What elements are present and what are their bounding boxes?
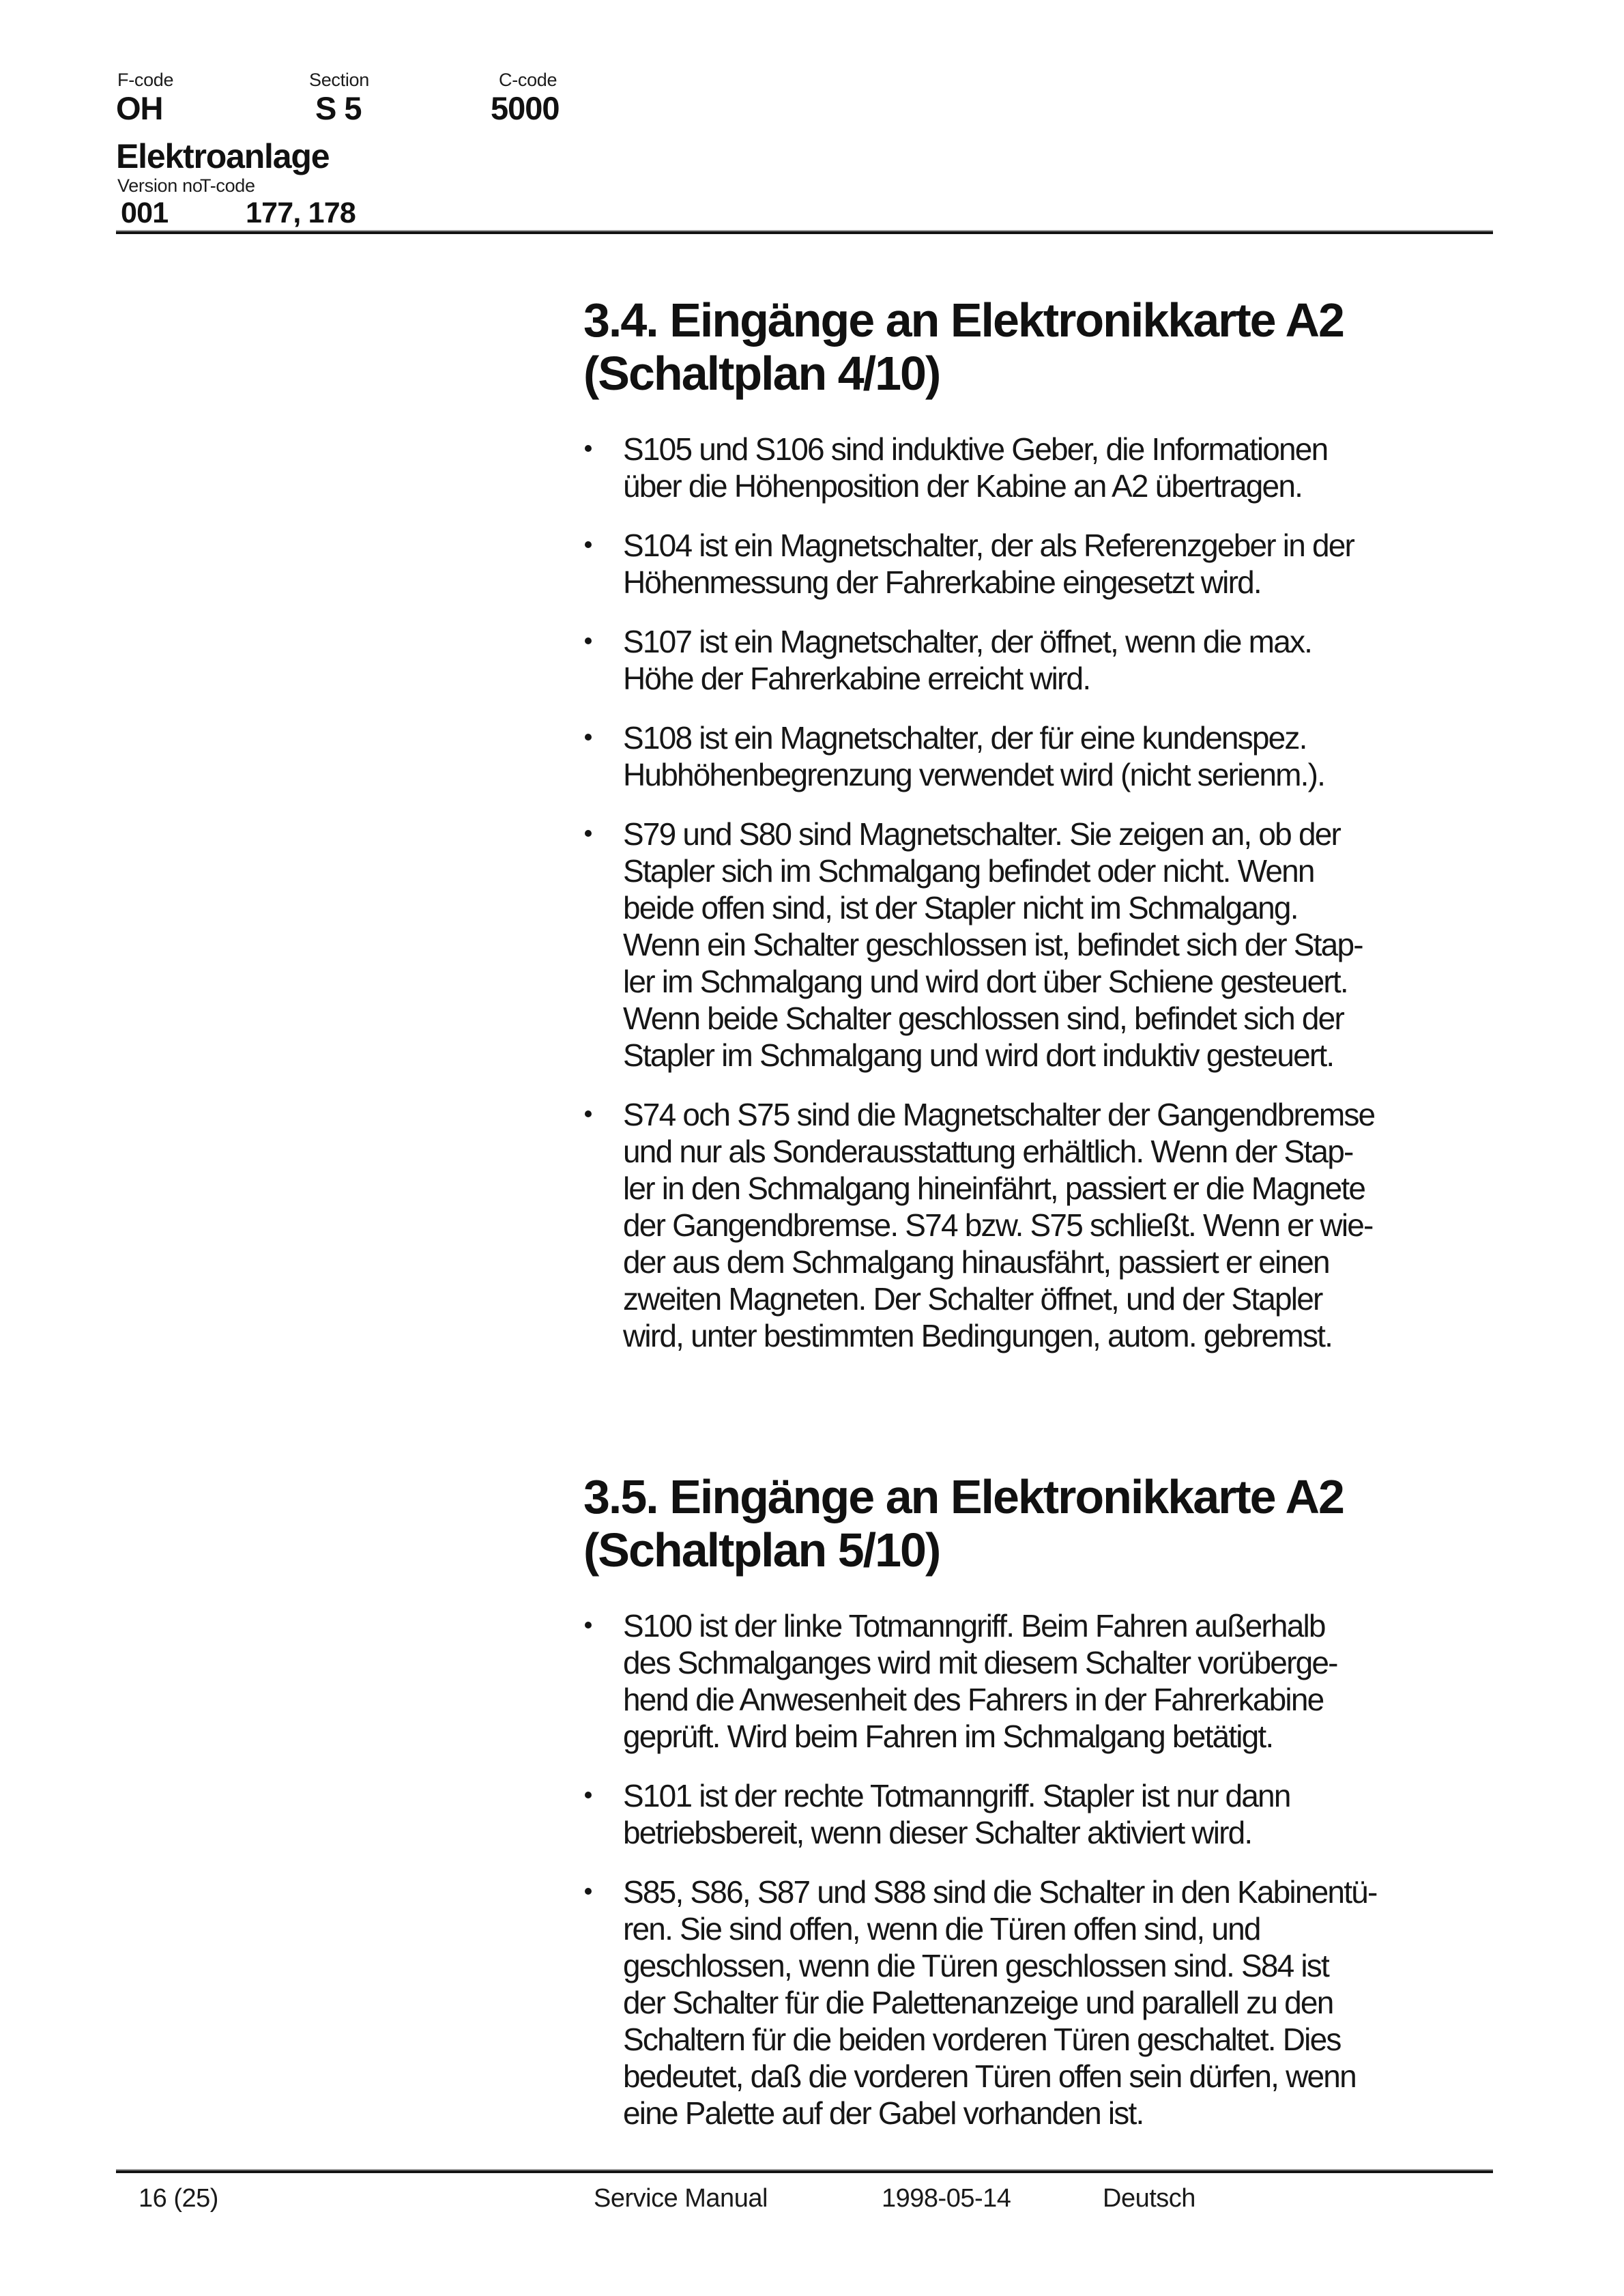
list-item: [583, 623, 1457, 697]
f-code-value: OH: [116, 90, 163, 126]
section-heading-line1: 3.5. Eingänge an Elektronikkarte A2: [583, 1470, 1344, 1523]
list-item: [583, 816, 1457, 1074]
list-item: [583, 1607, 1457, 1755]
section-heading: [583, 293, 1457, 400]
list-item: [583, 431, 1457, 504]
footer-doc-title: Service Manual: [594, 2184, 768, 2213]
section-heading-line1: 3.4. Eingänge an Elektronikkarte A2: [583, 293, 1344, 347]
footer-divider: [116, 2169, 1493, 2173]
bullet-dot: [585, 445, 592, 452]
bullet-dot: [585, 1622, 592, 1628]
section: [583, 293, 1457, 1354]
bullet-dot: [585, 1110, 592, 1117]
list-item: [583, 1874, 1457, 2132]
bullet-dot: [585, 541, 592, 548]
list-item-text: S107 ist ein Magnetschalter, der öffnet, wenn die max. Höhe der Fahrerkabine erreicht wird.: [623, 624, 1312, 696]
bullet-dot: [585, 1792, 592, 1798]
list-item-text: S104 ist ein Magnetschalter, der als Referenzgeber in der Höhenmessung der Fahrerkabine eingesetzt wird.: [623, 528, 1354, 600]
document-title: Elektroanlage: [116, 137, 330, 175]
section-heading: [583, 1470, 1457, 1577]
section-label: Section: [309, 70, 369, 90]
t-code-value: 177, 178: [246, 197, 356, 229]
list-item: [583, 1777, 1457, 1851]
f-code-label: F-code: [117, 70, 174, 90]
bullet-dot: [585, 637, 592, 644]
bullet-list: [583, 431, 1457, 1354]
version-value: 001: [121, 197, 169, 229]
footer-language: Deutsch: [1103, 2184, 1195, 2213]
bullet-list: [583, 1607, 1457, 2132]
section-value: S 5: [315, 90, 362, 126]
list-item-text: S74 och S75 sind die Magnetschalter der Gangendbremse und nur als Sonderausstattung erhältlich. Wenn der Stap- ler in den Schmalgang hineinfährt, passiert er die Magnete der Gangendbremse. S74 bzw. S75 schließt. Wenn er wie- der aus dem Schmalgang hinausfährt, passiert er einen zweiten Magneten. Der Schalter öffnet, und der Stapler wird, unter bestimmten Bedingungen, autom. gebremst.: [623, 1097, 1375, 1353]
footer-date: 1998-05-14: [882, 2184, 1011, 2213]
version-label: Version no: [117, 175, 203, 196]
list-item-text: S101 ist der rechte Totmanngriff. Stapler ist nur dann betriebsbereit, wenn dieser Schalter aktiviert wird.: [623, 1778, 1290, 1850]
header-divider: [116, 230, 1493, 234]
t-code-label: T-code: [200, 175, 255, 196]
section-heading-line2: (Schaltplan 5/10): [583, 1523, 940, 1577]
list-item-text: S79 und S80 sind Magnetschalter. Sie zeigen an, ob der Stapler sich im Schmalgang befindet oder nicht. Wenn beide offen sind, ist der Stapler nicht im Schmalgang. Wenn ein Schalter geschlossen ist, befindet sich der Stap- ler im Schmalgang und wird dort über Schiene gesteuert. Wenn beide Schalter geschlossen sind, befindet sich der Stapler im Schmalgang und wird dort induktiv gesteuert.: [623, 816, 1363, 1073]
list-item: [583, 719, 1457, 793]
list-item-text: S100 ist der linke Totmanngriff. Beim Fahren außerhalb des Schmalganges wird mit diesem Schalter vorüberge- hend die Anwesenheit des Fahrers in der Fahrerkabine geprüft. Wird beim Fahren im Schmalgang betätigt.: [623, 1608, 1337, 1754]
bullet-dot: [585, 1888, 592, 1895]
list-item-text: S85, S86, S87 und S88 sind die Schalter in den Kabinentü- ren. Sie sind offen, wenn die Türen offen sind, und geschlossen, wenn die Türen geschlossen sind. S84 ist der Schalter für die Palettenanzeige und parallell zu den Schaltern für die beiden vorderen Türen geschaltet. Dies bedeutet, daß die vorderen Türen offen sein dürfen, wenn eine Palette auf der Gabel vorhanden ist.: [623, 1874, 1377, 2131]
content-column: [583, 293, 1457, 2154]
c-code-label: C-code: [499, 70, 557, 90]
section-heading-line2: (Schaltplan 4/10): [583, 347, 940, 400]
list-item: [583, 527, 1457, 601]
list-item-text: S108 ist ein Magnetschalter, der für eine kundenspez. Hubhöhenbegrenzung verwendet wird (nicht serienm.).: [623, 720, 1325, 792]
bullet-dot: [585, 734, 592, 741]
c-code-value: 5000: [491, 90, 560, 126]
list-item: [583, 1096, 1457, 1354]
page-number: 16 (25): [139, 2184, 218, 2213]
list-item-text: S105 und S106 sind induktive Geber, die Informationen über die Höhenposition der Kabine an A2 übertragen.: [623, 431, 1328, 504]
section: [583, 1470, 1457, 2132]
bullet-dot: [585, 830, 592, 837]
